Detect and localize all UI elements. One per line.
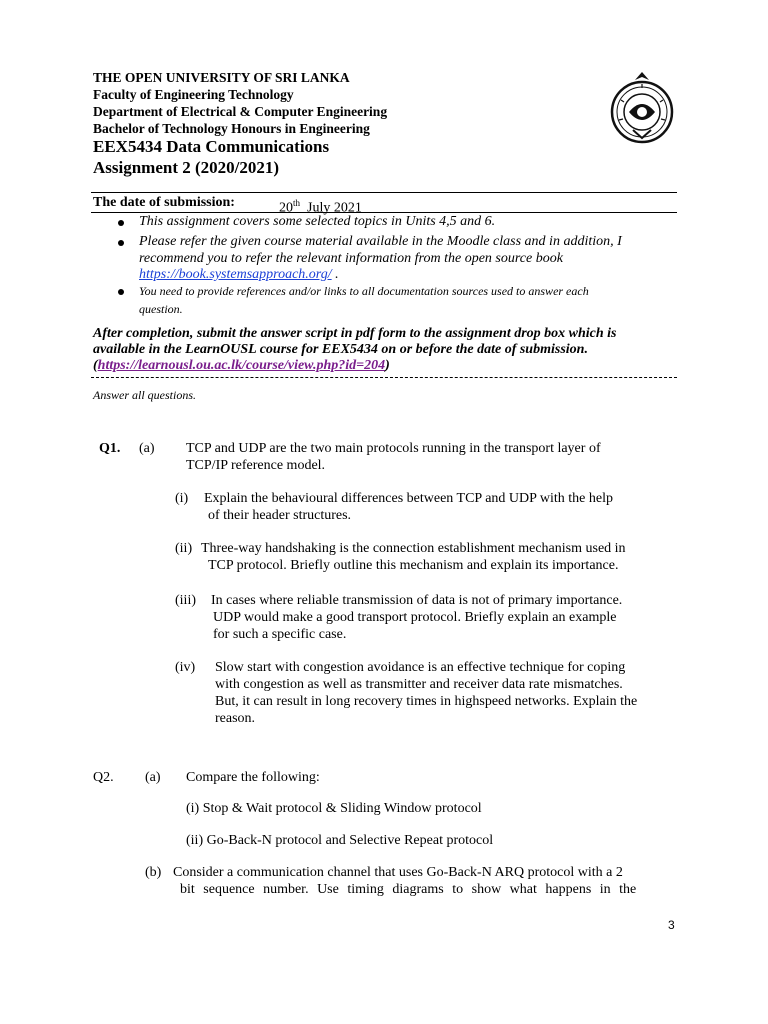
divider-top bbox=[91, 192, 677, 193]
note-references-1: You need to provide references and/or links to all documentation sources used to answer each bbox=[139, 284, 589, 298]
q1-iv-line-1: Slow start with congestion avoidance is an effective technique for coping bbox=[215, 660, 626, 675]
q1-ii-line-1: Three-way handshaking is the connection establishment mechanism used in bbox=[201, 541, 626, 556]
q2-item-i: (i) Stop & Wait protocol & Sliding Window protocol bbox=[186, 801, 482, 816]
note-refer-3 bbox=[139, 266, 339, 283]
university-crest-logo bbox=[609, 70, 675, 150]
q1-iii-line-3: for such a specific case. bbox=[213, 627, 347, 642]
answer-all-note: Answer all questions. bbox=[93, 388, 197, 402]
bullet-1 bbox=[118, 220, 124, 226]
q1-intro-line-1: TCP and UDP are the two main protocols running in the transport layer of bbox=[186, 441, 601, 456]
page-number: 3 bbox=[668, 918, 675, 932]
dashed-separator bbox=[91, 377, 677, 378]
q1-iii-num: (iii) bbox=[175, 593, 196, 608]
note-units: This assignment covers some selected topics in Units 4,5 and 6. bbox=[139, 214, 496, 229]
q2-item-ii: (ii) Go-Back-N protocol and Selective Repeat protocol bbox=[186, 833, 494, 848]
submission-day-suffix: th bbox=[293, 198, 301, 208]
submission-day: 20 bbox=[279, 200, 293, 216]
instruction-line-1: After completion, submit the answer script in pdf form to the assignment drop box which is bbox=[93, 326, 617, 341]
q1-iii-line-2: UDP would make a good transport protocol. Briefly explain an example bbox=[213, 610, 617, 625]
course-title: EEX5434 Data Communications bbox=[93, 137, 330, 156]
q1-iv-line-2: with congestion as well as transmitter and receiver data rate mismatches. bbox=[215, 677, 623, 692]
q2-part-b: (b) bbox=[145, 865, 162, 880]
q1-label: Q1. bbox=[99, 441, 121, 456]
q1-iii-line-1: In cases where reliable transmission of data is not of primary importance. bbox=[211, 593, 623, 608]
q1-i-line-2: of their header structures. bbox=[208, 508, 352, 523]
instruction-close-paren: ) bbox=[385, 358, 390, 373]
q2-label: Q2. bbox=[93, 770, 114, 785]
book-link[interactable]: https://book.systemsapproach.org/ bbox=[139, 267, 332, 282]
department-name: Department of Electrical & Computer Engineering bbox=[93, 104, 388, 119]
q2-part-a: (a) bbox=[145, 770, 161, 785]
learnousl-link[interactable]: https://learnousl.ou.ac.lk/course/view.php?id=204 bbox=[97, 358, 386, 373]
q1-iv-line-3: But, it can result in long recovery times in highspeed networks. Explain the bbox=[215, 694, 638, 709]
faculty-name: Faculty of Engineering Technology bbox=[93, 87, 294, 102]
q1-iv-num: (iv) bbox=[175, 660, 196, 675]
bullet-2 bbox=[118, 240, 124, 246]
q1-intro-line-2: TCP/IP reference model. bbox=[186, 458, 326, 473]
q2-compare: Compare the following: bbox=[186, 770, 320, 785]
note-refer-2: recommend you to refer the relevant information from the open source book bbox=[139, 251, 563, 266]
q1-part-a: (a) bbox=[139, 441, 155, 456]
instruction-open-paren: ( bbox=[93, 358, 98, 373]
q1-ii-num: (ii) bbox=[175, 541, 193, 556]
q2-b-line-2: bit sequence number. Use timing diagrams to show what happens in the bbox=[180, 882, 637, 897]
submission-month-year: July 2021 bbox=[307, 200, 362, 216]
bullet-3 bbox=[118, 289, 124, 295]
q1-i-num: (i) bbox=[175, 491, 189, 506]
q1-i-line-1: Explain the behavioural differences between TCP and UDP with the help bbox=[204, 491, 614, 506]
instruction-line-3 bbox=[93, 357, 390, 374]
assignment-title: Assignment 2 (2020/2021) bbox=[93, 158, 280, 177]
q2-b-line-1: Consider a communication channel that uses Go-Back-N ARQ protocol with a 2 bbox=[173, 865, 623, 880]
note-references-2: question. bbox=[139, 302, 183, 316]
submission-label: The date of submission: bbox=[93, 195, 235, 210]
instruction-line-2: available in the LearnOUSL course for EEX5434 on or before the date of submission. bbox=[93, 342, 588, 357]
university-name: THE OPEN UNIVERSITY OF SRI LANKA bbox=[93, 70, 350, 85]
programme-name: Bachelor of Technology Honours in Engineering bbox=[93, 121, 370, 136]
note-refer-1: Please refer the given course material available in the Moodle class and in addition, I bbox=[139, 234, 622, 249]
note-refer-punct: . bbox=[331, 267, 339, 282]
q1-iv-line-4: reason. bbox=[215, 711, 256, 726]
q1-ii-line-2: TCP protocol. Briefly outline this mechanism and explain its importance. bbox=[208, 558, 619, 573]
